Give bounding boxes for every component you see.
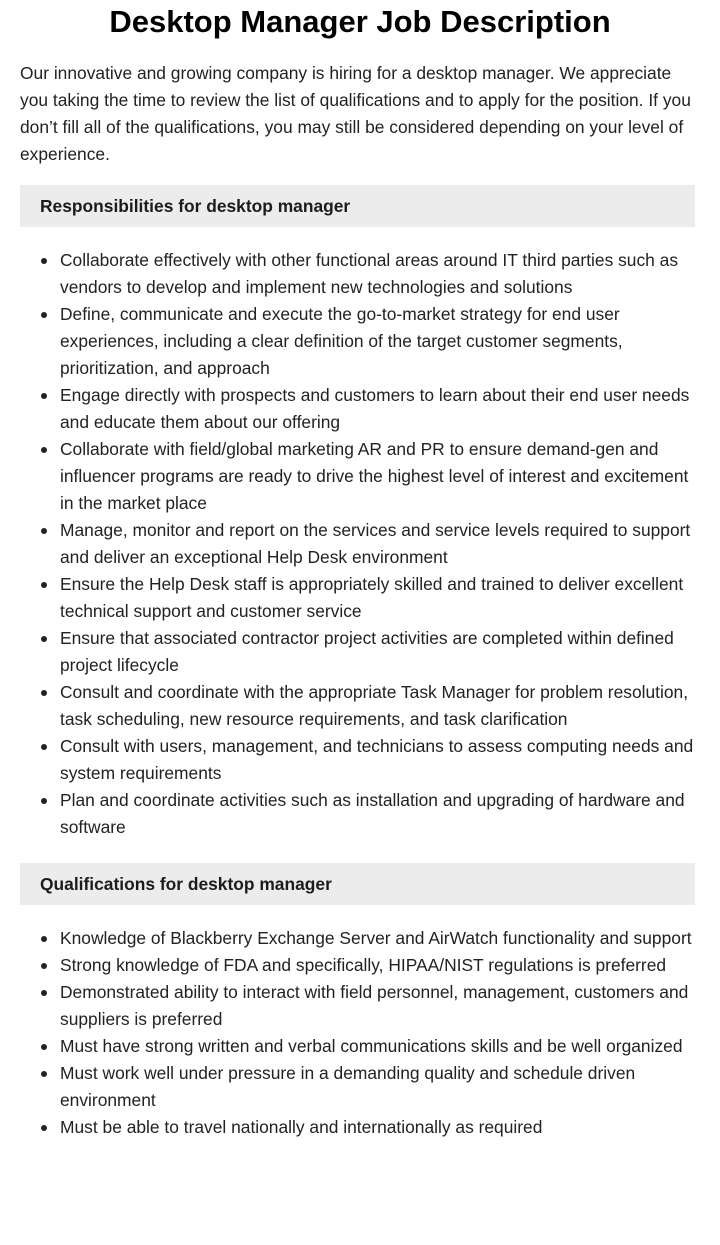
list-item: Manage, monitor and report on the services and service levels required to support and deliver an exceptional Help Desk environment <box>20 517 698 571</box>
list-item: Ensure that associated contractor project activities are completed within defined project lifecycle <box>20 625 698 679</box>
responsibilities-heading: Responsibilities for desktop manager <box>40 195 351 216</box>
list-item: Must be able to travel nationally and internationally as required <box>20 1114 698 1141</box>
list-item: Consult and coordinate with the appropriate Task Manager for problem resolution, task scheduling, new resource requirements, and task clarification <box>20 679 698 733</box>
qualifications-list <box>20 925 698 1141</box>
list-item: Plan and coordinate activities such as installation and upgrading of hardware and software <box>20 787 698 841</box>
page-title: Desktop Manager Job Description <box>109 4 611 39</box>
intro-paragraph: Our innovative and growing company is hiring for a desktop manager. We appreciate you taking the time to review the list of qualifications and to apply for the position. If you don’t fill all of the qualifications, you may still be considered depending on your level of experience. <box>20 63 691 164</box>
list-item: Must have strong written and verbal communications skills and be well organized <box>20 1033 698 1060</box>
list-item: Consult with users, management, and technicians to assess computing needs and system requirements <box>20 733 698 787</box>
list-item: Demonstrated ability to interact with field personnel, management, customers and suppliers is preferred <box>20 979 698 1033</box>
list-item: Must work well under pressure in a demanding quality and schedule driven environment <box>20 1060 698 1114</box>
list-item: Collaborate effectively with other functional areas around IT third parties such as vendors to develop and implement new technologies and solutions <box>20 247 698 301</box>
qualifications-header <box>20 863 695 905</box>
list-item: Collaborate with field/global marketing AR and PR to ensure demand-gen and influencer programs are ready to drive the highest level of interest and excitement in the market place <box>20 436 698 517</box>
list-item: Knowledge of Blackberry Exchange Server and AirWatch functionality and support <box>20 925 698 952</box>
responsibilities-header <box>20 185 695 227</box>
list-item: Ensure the Help Desk staff is appropriately skilled and trained to deliver excellent technical support and customer service <box>20 571 698 625</box>
responsibilities-list <box>20 247 698 841</box>
list-item: Strong knowledge of FDA and specifically, HIPAA/NIST regulations is preferred <box>20 952 698 979</box>
qualifications-heading: Qualifications for desktop manager <box>40 873 332 894</box>
list-item: Define, communicate and execute the go-to-market strategy for end user experiences, including a clear definition of the target customer segments, prioritization, and approach <box>20 301 698 382</box>
list-item: Engage directly with prospects and customers to learn about their end user needs and educate them about our offering <box>20 382 698 436</box>
